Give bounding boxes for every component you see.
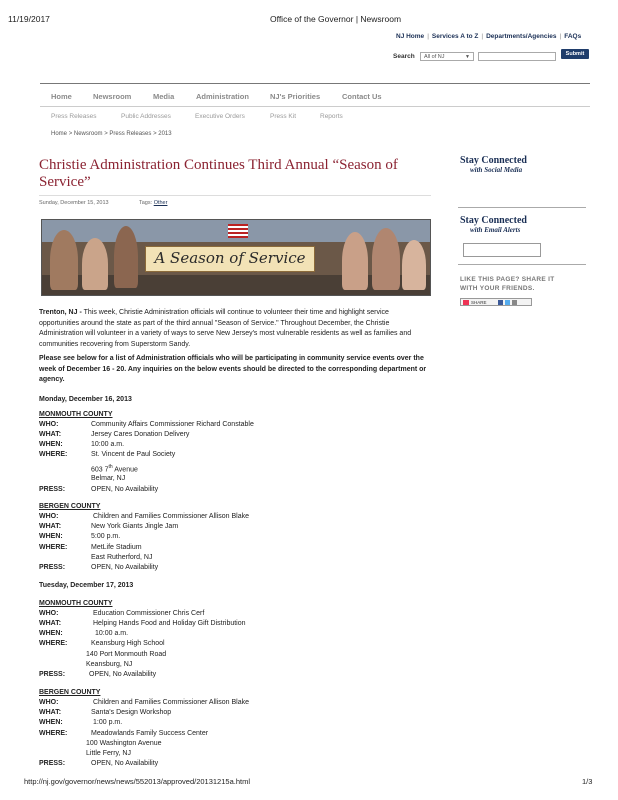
- when-label: WHEN:: [39, 533, 63, 540]
- search-submit-button[interactable]: Submit: [561, 49, 589, 59]
- article-tags: [139, 200, 167, 206]
- county-heading: MONMOUTH COUNTY: [39, 600, 113, 607]
- nav-newsroom[interactable]: Newsroom: [93, 92, 132, 101]
- where-line: 140 Port Monmouth Road: [86, 651, 167, 658]
- press-label: PRESS:: [39, 564, 66, 571]
- when-label: WHEN:: [39, 441, 63, 448]
- stay-connected-social-title: Stay Connected: [460, 155, 527, 166]
- when-value: 10:00 a.m.: [95, 630, 129, 637]
- facebook-icon: [498, 300, 503, 305]
- nav-nj-priorities[interactable]: NJ's Priorities: [270, 92, 321, 101]
- top-link-services[interactable]: Services A to Z: [431, 33, 479, 40]
- who-label: WHO:: [39, 699, 59, 706]
- when-value: 10:00 a.m.: [91, 441, 125, 448]
- press-label: PRESS:: [39, 486, 66, 493]
- nav-contact-us[interactable]: Contact Us: [342, 92, 382, 101]
- print-date: 11/19/2017: [8, 14, 50, 24]
- what-label: WHAT:: [39, 620, 62, 627]
- dateline: Trenton, NJ -: [39, 309, 82, 316]
- stay-connected-email-subtitle: with Email Alerts: [470, 226, 521, 234]
- share-icon: [463, 300, 469, 305]
- intro-paragraph: [39, 308, 429, 350]
- county-heading: MONMOUTH COUNTY: [39, 411, 113, 418]
- share-button[interactable]: [460, 298, 532, 306]
- banner-person: [342, 232, 368, 290]
- top-links: NJ Home | Services A to Z | Departments/Agencies | FAQs: [396, 33, 582, 40]
- breadcrumb-year[interactable]: > 2013: [153, 131, 172, 137]
- breadcrumb: [51, 131, 172, 137]
- search-label: Search: [393, 53, 415, 60]
- what-value: Helping Hands Food and Holiday Gift Distribution: [93, 620, 246, 627]
- when-value: 1:00 p.m.: [93, 719, 123, 726]
- day-heading: Monday, December 16, 2013: [39, 396, 132, 403]
- who-label: WHO:: [39, 610, 59, 617]
- what-label: WHAT:: [39, 523, 62, 530]
- search-scope-select[interactable]: [420, 52, 474, 61]
- who-label: WHO:: [39, 513, 59, 520]
- nav-bottom-rule: [40, 106, 590, 107]
- press-value: OPEN, No Availability: [89, 671, 157, 678]
- what-label: WHAT:: [39, 709, 62, 716]
- where-line: 603 7th Avenue: [91, 464, 138, 474]
- sidebar-divider: [458, 207, 586, 208]
- stay-connected-social-subtitle[interactable]: with Social Media: [470, 166, 523, 174]
- email-icon: [512, 300, 517, 305]
- nav-top-rule: [40, 83, 590, 84]
- title-divider: [39, 195, 431, 196]
- who-value: Children and Families Commissioner Allison Blake: [93, 513, 250, 520]
- county-heading: BERGEN COUNTY: [39, 503, 101, 510]
- banner-person: [114, 226, 138, 288]
- when-label: WHEN:: [39, 719, 63, 726]
- print-page-title: Office of the Governor | Newsroom: [270, 14, 402, 24]
- who-label: WHO:: [39, 421, 59, 428]
- where-line: St. Vincent de Paul Society: [91, 451, 176, 458]
- breadcrumb-home[interactable]: Home: [51, 131, 68, 137]
- where-line: 100 Washington Avenue: [86, 740, 162, 747]
- tag-link-other[interactable]: Other: [153, 200, 168, 206]
- top-link-departments[interactable]: Departments/Agencies: [486, 33, 557, 40]
- intro-text: This week, Christie Administration officials will continue to volunteer their time and highlight service opportunities around the state as part of the third annual "Season of Service." Throughout December, the Christie Administration will volunteer in a variety of ways to serve New Jersey's most vulnerable residents as well as families and communities recovering from Superstorm Sandy.: [39, 309, 412, 348]
- sidebar-divider: [458, 264, 586, 265]
- where-line: Little Ferry, NJ: [86, 750, 131, 757]
- banner-sign: A Season of Service: [145, 246, 315, 272]
- banner-person: [372, 228, 400, 290]
- subnav-press-kit[interactable]: Press Kit: [270, 113, 297, 120]
- tags-label: Tags:: [139, 200, 153, 206]
- subnav-public-addresses[interactable]: Public Addresses: [121, 113, 171, 120]
- nav-administration[interactable]: Administration: [196, 92, 249, 101]
- who-value: Community Affairs Commissioner Richard Constable: [91, 421, 254, 428]
- who-value: Education Commissioner Chris Cerf: [93, 610, 205, 617]
- what-value: New York Giants Jingle Jam: [91, 523, 179, 530]
- where-label: WHERE:: [39, 544, 68, 551]
- when-value: 5:00 p.m.: [91, 533, 121, 540]
- press-label: PRESS:: [39, 760, 66, 767]
- article-date: Sunday, December 15, 2013: [39, 200, 109, 206]
- what-label: WHAT:: [39, 431, 62, 438]
- top-link-nj-home[interactable]: NJ Home: [396, 33, 425, 40]
- what-value: Jersey Cares Donation Delivery: [91, 431, 190, 438]
- season-of-service-banner: [41, 219, 431, 296]
- email-alerts-input[interactable]: [463, 243, 541, 257]
- where-line: MetLife Stadium: [91, 544, 142, 551]
- press-label: PRESS:: [39, 671, 66, 678]
- where-label: WHERE:: [39, 640, 68, 647]
- footer-page-number: 1/3: [582, 777, 593, 786]
- page-title: Christie Administration Continues Third Annual “Season of Service”: [39, 157, 398, 190]
- nav-media[interactable]: Media: [153, 92, 175, 101]
- subnav-press-releases[interactable]: Press Releases: [51, 113, 97, 120]
- where-line: Keansburg High School: [91, 640, 165, 647]
- county-heading: BERGEN COUNTY: [39, 689, 101, 696]
- chevron-down-icon: ▼: [465, 54, 470, 60]
- banner-person: [50, 230, 78, 290]
- events-note: Please see below for a list of Administration officials who will be participating in community service events over the week of December 16 - 20. Any inquiries on the below events should be directed to the corresponding department or agency.: [39, 355, 427, 383]
- footer-url: http://nj.gov/governor/news/news/552013/approved/20131215a.html: [24, 777, 250, 786]
- flag-icon: [228, 224, 248, 238]
- where-label: WHERE:: [39, 451, 68, 458]
- nav-home[interactable]: Home: [51, 92, 72, 101]
- when-label: WHEN:: [39, 630, 63, 637]
- subnav-reports[interactable]: Reports: [320, 113, 343, 120]
- banner-person: [82, 238, 108, 290]
- banner-person: [402, 240, 426, 290]
- share-prompt-line-2: WITH YOUR FRIENDS.: [460, 285, 535, 292]
- what-value: Santa's Design Workshop: [91, 709, 172, 716]
- search-input[interactable]: [478, 52, 556, 61]
- press-value: OPEN, No Availability: [91, 564, 159, 571]
- twitter-icon: [505, 300, 510, 305]
- where-line: Meadowlands Family Success Center: [91, 730, 209, 737]
- share-label: SHARE: [471, 300, 487, 305]
- where-line: Keansburg, NJ: [86, 661, 133, 668]
- breadcrumb-newsroom[interactable]: > Newsroom: [68, 131, 103, 137]
- press-value: OPEN, No Availability: [91, 760, 159, 767]
- where-line: Belmar, NJ: [91, 475, 126, 482]
- search-scope-value: All of NJ: [424, 54, 445, 60]
- press-value: OPEN, No Availability: [91, 486, 159, 493]
- stay-connected-email-title: Stay Connected: [460, 215, 527, 226]
- who-value: Children and Families Commissioner Allison Blake: [93, 699, 250, 706]
- share-prompt-line-1: LIKE THIS PAGE? SHARE IT: [460, 276, 555, 283]
- subnav-executive-orders[interactable]: Executive Orders: [195, 113, 245, 120]
- breadcrumb-press-releases[interactable]: > Press Releases: [104, 131, 152, 137]
- top-link-faqs[interactable]: FAQs: [564, 33, 582, 40]
- where-label: WHERE:: [39, 730, 68, 737]
- where-line: East Rutherford, NJ: [91, 554, 153, 561]
- day-heading: Tuesday, December 17, 2013: [39, 582, 134, 589]
